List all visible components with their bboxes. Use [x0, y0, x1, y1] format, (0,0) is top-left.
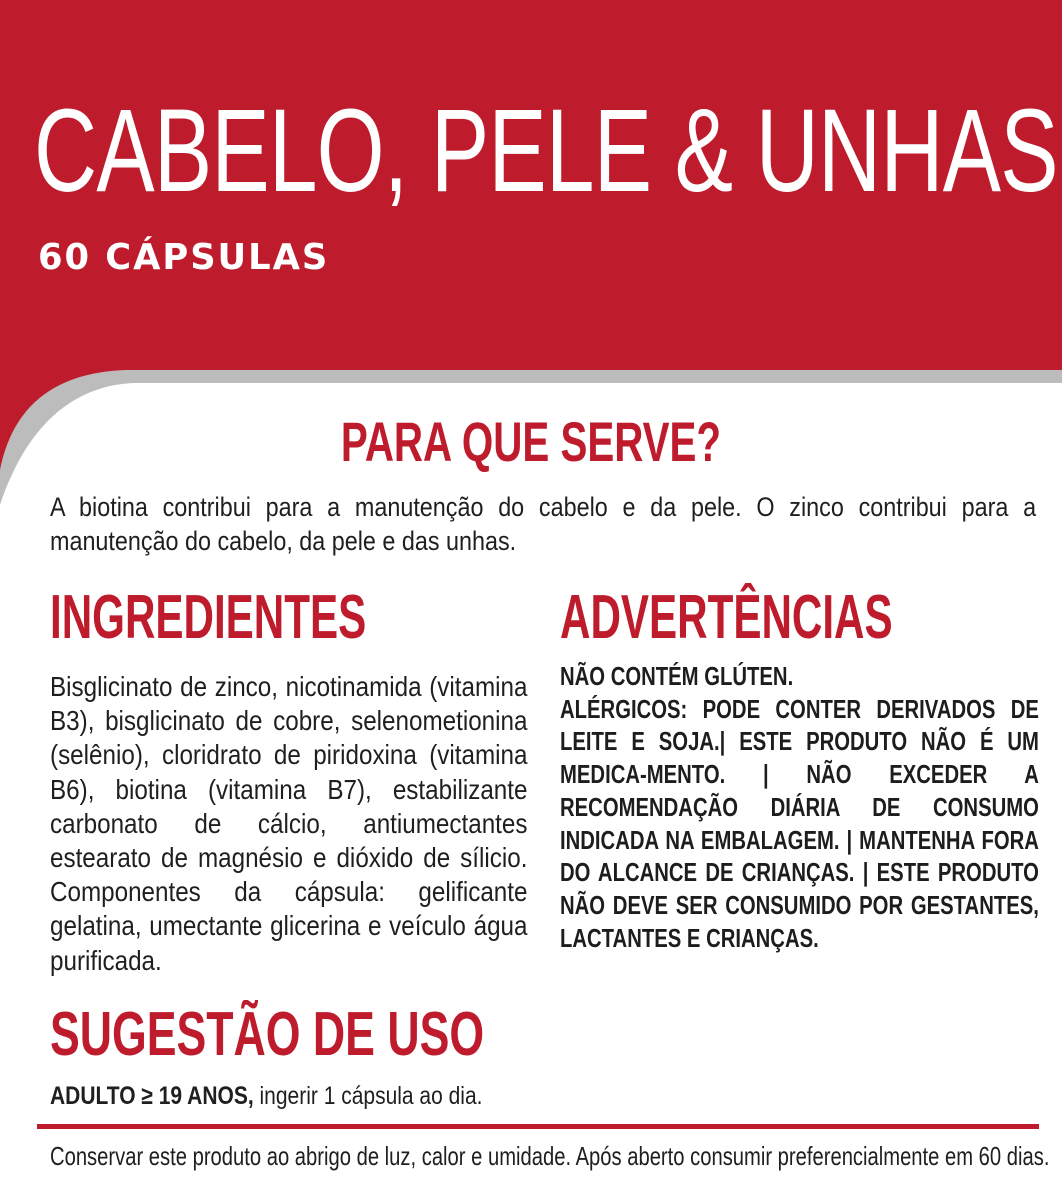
purpose-text: A biotina contribui para a manutenção do cabelo e da pele. O zinco contribui para a manutenção do cabelo, da pele e das unhas. — [50, 492, 1037, 556]
product-title: CABELO, PELE & UNHAS — [34, 85, 1058, 217]
storage-note: Conservar este produto ao abrigo de luz, calor e umidade. Após aberto consumir preferencialmente em 60 dias. — [50, 1141, 1050, 1171]
usage-heading: SUGESTÃO DE USO — [50, 1000, 485, 1069]
purpose-heading-text: PARA QUE SERVE? — [340, 410, 722, 473]
ingredients-heading: INGREDIENTES — [50, 583, 367, 652]
usage-text — [50, 1080, 482, 1112]
capsule-count: 60 CÁPSULAS — [38, 237, 330, 278]
warnings-text — [560, 660, 1039, 954]
gluten-warning: NÃO CONTÉM GLÚTEN. — [560, 661, 794, 691]
warnings-heading: ADVERTÊNCIAS — [560, 583, 893, 652]
allergen-warnings: ALÉRGICOS: PODE CONTER DERIVADOS DE LEITE E SOJA.| ESTE PRODUTO NÃO É UM MEDICA-MENTO. | NÃO EXCEDER A RECOMENDAÇÃO DIÁRIA DE CONSUMO INDICADA NA EMBALAGEM. | MANTENHA FORA DO ALCANCE DE CRIANÇAS. | ESTE PRODUTO NÃO DEVE SER CONSUMIDO POR GESTANTES, LACTANTES E CRIANÇAS. — [560, 693, 1039, 953]
usage-age: ADULTO ≥ 19 ANOS, — [50, 1082, 254, 1110]
usage-instruction: ingerir 1 cápsula ao dia. — [253, 1082, 483, 1110]
footer-divider — [37, 1124, 1039, 1129]
ingredients-text: Bisglicinato de zinco, nicotinamida (vitamina B3), bisglicinato de cobre, selenometionina (selênio), cloridrato de piridoxina (vitamina B6), biotina (vitamina B7), estabilizante carbonato de cálcio, antiumectantes estearato de magnésio e dióxido de sílicio. Componentes da cápsula: gelificante gelatina, umectante glicerina e veículo água purificada. — [50, 671, 528, 976]
purpose-heading — [0, 410, 1062, 474]
